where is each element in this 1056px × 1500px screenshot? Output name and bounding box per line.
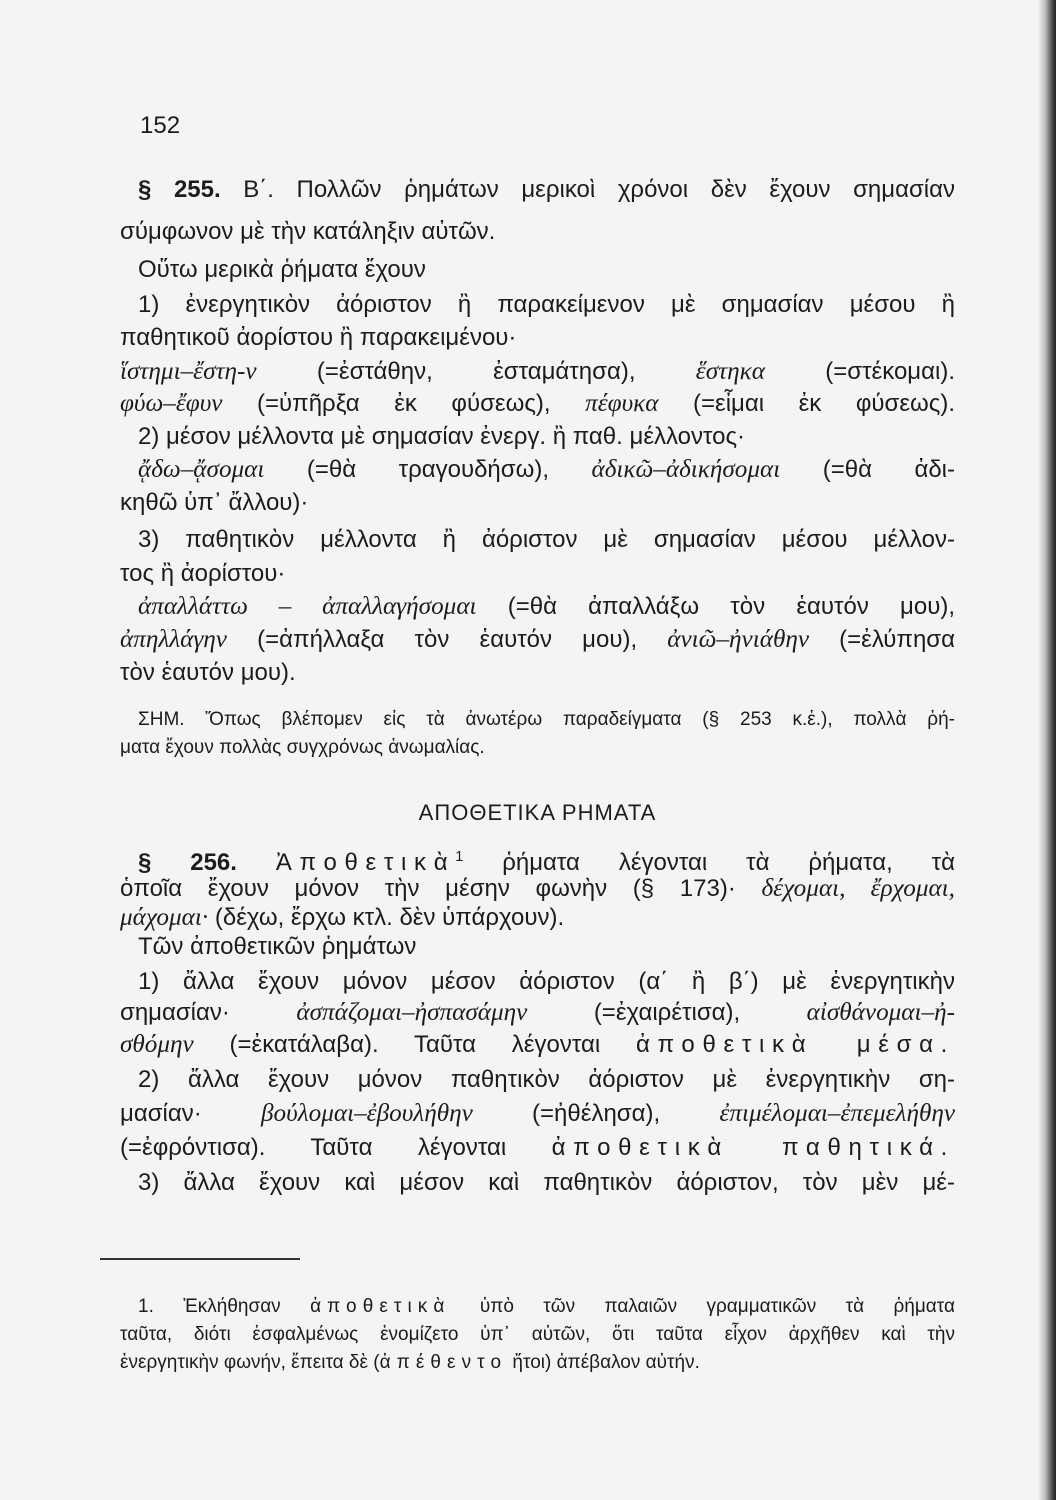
text-line	[120, 1030, 955, 1060]
italic-example: βούλομαι–ἐβουλήθην	[261, 1100, 473, 1127]
text-segment: ὑπὸ τῶν παλαιῶν γραμματικῶν τὰ ῥήματα	[450, 1296, 956, 1317]
text-line	[120, 932, 955, 962]
text-line	[120, 525, 955, 555]
page-binding-edge	[1038, 0, 1056, 1500]
text-line	[120, 874, 955, 904]
text-line	[120, 998, 955, 1028]
text-line	[120, 255, 955, 285]
text-line	[120, 175, 955, 205]
text-segment: τος ἢ ἀορίστου·	[120, 560, 286, 587]
italic-example: αἰσθάνομαι–ἠ-	[806, 999, 956, 1026]
italic-example: ᾄδω–ᾄσομαι	[138, 456, 265, 483]
text-line	[120, 422, 955, 452]
note-line	[120, 705, 955, 735]
text-line	[120, 625, 955, 655]
italic-example: ἀπαλλάττω – ἀπαλλαγήσομαι	[138, 593, 477, 620]
italic-example: ἐπιμέλομαι–ἐπεμελήθην	[719, 1100, 955, 1127]
text-segment: (=ἐκατάλαβα). Ταῦτα λέγονται	[193, 1031, 636, 1058]
page-number: 152	[140, 112, 181, 139]
text-segment: ταῦτα, διότι ἐσφαλμένως ἐνομίζετο ὑπ᾽ αὐτῶν, ὅτι ταῦτα εἶχον ἀρχῆθεν καὶ τὴν	[120, 1324, 955, 1345]
spaced-term: ἀποθετικὰ παθητικά.	[551, 1134, 955, 1161]
section-number: § 255.	[138, 176, 221, 203]
text-line	[120, 1099, 955, 1129]
text-line	[120, 903, 955, 933]
text-line	[120, 217, 955, 247]
text-segment: 1. Ἐκλήθησαν	[138, 1296, 311, 1317]
text-segment: (=θὰ ἀδι-	[780, 456, 956, 483]
text-line	[120, 1168, 955, 1198]
text-segment: ῥήματα λέγονται τὰ ῥήματα, τὰ	[463, 849, 955, 876]
text-segment: (=εἶμαι ἐκ φύσεως).	[658, 390, 955, 417]
text-segment: 1) ἐνεργητικὸν ἀόριστον ἢ παρακείμενον μὲ σημασίαν μέσου ἢ	[138, 291, 955, 318]
text-segment	[237, 849, 276, 876]
italic-example: ἵστημι–ἔστη-ν	[120, 358, 257, 385]
text-segment: 3) παθητικὸν μέλλοντα ἢ ἀόριστον μὲ σημασίαν μέσου μέλλον-	[138, 526, 955, 553]
text-segment: μασίαν·	[120, 1100, 262, 1127]
italic-example: μάχομαι·	[120, 904, 209, 931]
text-segment: Β΄. Πολλῶν ῥημάτων μερικοὶ χρόνοι δὲν ἔχουν σημασίαν	[220, 176, 955, 203]
text-segment: (=θὰ ἀπαλλάξω τὸν ἑαυτόν μου),	[476, 593, 955, 620]
text-segment: τὸν ἑαυτόν μου).	[120, 659, 296, 686]
text-segment: (=ἐφρόντισα). Ταῦτα λέγονται	[120, 1134, 552, 1161]
italic-example: ἕστηκα	[695, 358, 765, 385]
text-line	[120, 842, 955, 878]
italic-example: ἀδικῶ–ἀδικήσομαι	[591, 456, 781, 483]
text-line	[120, 488, 955, 518]
text-segment: κηθῶ ὑπ᾽ ἄλλου)·	[120, 489, 309, 516]
italic-example: σθόμην	[120, 1031, 194, 1058]
text-segment: (=θὰ τραγουδήσω),	[264, 456, 592, 483]
footnote-line	[120, 1292, 955, 1322]
text-segment: (=ἐστάθην, ἐσταμάτησα),	[256, 358, 696, 385]
italic-example: ἀσπάζομαι–ἠσπασάμην	[296, 999, 528, 1026]
text-line	[120, 658, 955, 688]
text-line	[120, 592, 955, 622]
text-segment: (=στέκομαι).	[764, 358, 955, 385]
text-segment: Τῶν ἀποθετικῶν ῥημάτων	[138, 933, 417, 960]
footnote-divider	[100, 1258, 300, 1260]
italic-example: ἀπηλλάγην	[120, 626, 227, 653]
text-segment: ματα ἔχουν πολλὰς συγχρόνως ἀνωμαλίας.	[120, 737, 485, 758]
text-segment: 3) ἄλλα ἔχουν καὶ μέσον καὶ παθητικὸν ἀόριστον, τὸν μὲν μέ-	[138, 1169, 955, 1196]
text-segment: (=ἀπήλλαξα τὸν ἑαυτόν μου),	[226, 626, 668, 653]
italic-example: ἀνιῶ–ἠνιάθην	[667, 626, 809, 653]
spaced-term: ἀπέθεντο	[379, 1352, 508, 1373]
italic-example: δέχομαι, ἔρχομαι,	[761, 875, 955, 902]
section-number: § 256.	[138, 849, 237, 876]
text-segment: 2) ἄλλα ἔχουν μόνον παθητικὸν ἀόριστον μὲ ἐνεργητικὴν ση-	[138, 1066, 955, 1093]
text-segment: ΣΗΜ. Ὅπως βλέπομεν εἰς τὰ ἀνωτέρω παραδείγματα (§ 253 κ.ἑ.), πολλὰ ῥή-	[138, 709, 955, 730]
text-segment: 2) μέσον μέλλοντα μὲ σημασίαν ἐνεργ. ἢ παθ. μέλλοντος·	[138, 423, 746, 450]
text-segment: ὁποῖα ἔχουν μόνον τὴν μέσην φωνὴν (§ 173)·	[120, 875, 762, 902]
text-segment: (=ἠθέλησα),	[472, 1100, 720, 1127]
text-line	[120, 389, 955, 419]
note-line	[120, 733, 955, 763]
spaced-term: ἀποθετικὰ	[310, 1296, 451, 1317]
footnote-line	[120, 1348, 955, 1378]
italic-example: πέφυκα	[585, 390, 659, 417]
text-segment: ἐνεργητικὴν φωνήν, ἔπειτα δὲ (	[120, 1352, 380, 1373]
text-segment: σύμφωνον μὲ τὴν κατάληξιν αὐτῶν.	[120, 218, 496, 245]
text-segment: (δέχω, ἔρχω κτλ. δὲν ὑπάρχουν).	[208, 904, 565, 931]
text-segment: (=ὑπῆρξα ἐκ φύσεως),	[222, 390, 586, 417]
italic-example: φύω–ἔφυν	[120, 390, 223, 417]
text-segment: παθητικοῦ ἀορίστου ἢ παρακειμένου·	[120, 324, 517, 351]
text-line	[120, 357, 955, 387]
text-segment: σημασίαν·	[120, 999, 297, 1026]
text-line	[120, 455, 955, 485]
text-segment: Οὕτω μερικὰ ῥήματα ἔχουν	[138, 256, 426, 283]
text-segment: ἤτοι) ἀπέβαλον αὐτήν.	[507, 1352, 700, 1373]
spaced-term: Ἀποθετικὰ	[275, 849, 456, 876]
text-segment: (=ἐλύπησα	[809, 626, 955, 653]
footnote-line	[120, 1320, 955, 1350]
text-line	[120, 1065, 955, 1095]
text-segment: (=ἐχαιρέτισα),	[527, 999, 807, 1026]
text-line	[120, 323, 955, 353]
section-heading: ΑΠΟΘΕΤΙΚΑ ΡΗΜΑΤΑ	[418, 800, 657, 825]
spaced-term: ἀποθετικὰ μέσα.	[635, 1031, 955, 1058]
text-line	[120, 967, 955, 997]
text-line	[120, 1133, 955, 1163]
footnote-marker: 1	[455, 849, 464, 865]
text-line	[120, 290, 955, 320]
text-segment: 1) ἄλλα ἔχουν μόνον μέσον ἀόριστον (α΄ ἢ β΄) μὲ ἐνεργητικὴν	[138, 968, 955, 995]
text-line	[120, 559, 955, 589]
